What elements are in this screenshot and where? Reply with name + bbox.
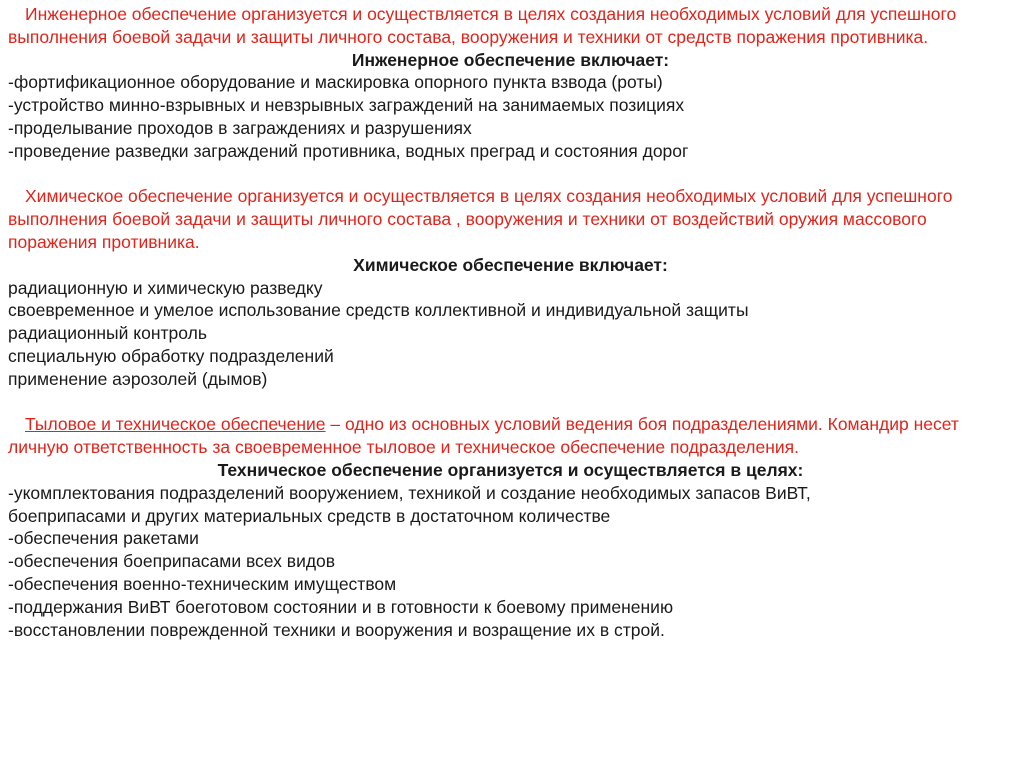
list-item: своевременное и умелое использование средств коллективной и индивидуальной защиты — [8, 300, 749, 321]
chemical-heading: Химическое обеспечение включает: — [353, 254, 668, 275]
chemical-list — [8, 277, 1013, 391]
list-item: -обеспечения боеприпасами всех видов — [8, 551, 336, 572]
engineering-list — [8, 71, 1013, 162]
list-item: применение аэрозолей (дымов) — [8, 368, 268, 389]
slide-content — [8, 3, 1013, 641]
logistics-heading: Техническое обеспечение организуется и осуществляется в целях: — [217, 459, 804, 480]
list-item: -поддержания ВиВТ боеготовом состоянии и в готовности к боевому применению — [8, 596, 674, 617]
list-item: -фортификационное оборудование и маскировка опорного пункта взвода (роты) — [8, 72, 663, 93]
logistics-term: Тыловое и техническое обеспечение — [25, 414, 326, 435]
list-item: специальную обработку подразделений — [8, 345, 334, 366]
section-gap — [8, 391, 1013, 414]
list-item: боеприпасами и других материальных средств в достаточном количестве — [8, 505, 611, 526]
list-item: -обеспечения военно-техническим имуществом — [8, 573, 397, 594]
list-item: -обеспечения ракетами — [8, 528, 199, 549]
logistics-list — [8, 482, 1013, 642]
chemical-intro: Химическое обеспечение организуется и осуществляется в целях создания необходимых условий для успешного выполнения боевой задачи и защиты личного состава , вооружения и техники от воздействий оружия массового поражения противника. — [8, 186, 953, 252]
list-item: -устройство минно-взрывных и невзрывных заграждений на занимаемых позициях — [8, 95, 685, 116]
list-item: -проделывание проходов в заграждениях и разрушениях — [8, 117, 472, 138]
list-item: -проведение разведки заграждений противника, водных преград и состояния дорог — [8, 140, 689, 161]
list-item: радиационную и химическую разведку — [8, 277, 323, 298]
section-gap — [8, 163, 1013, 186]
engineering-intro: Инженерное обеспечение организуется и осуществляется в целях создания необходимых условий для успешного выполнения боевой задачи и защиты личного состава, вооружения и техники от средств поражения противника. — [8, 4, 957, 47]
list-item: радиационный контроль — [8, 323, 207, 344]
list-item: -восстановлении поврежденной техники и вооружения и возращение их в строй. — [8, 619, 665, 640]
list-item: -укомплектования подразделений вооружением, техникой и создание необходимых запасов ВиВТ, — [8, 482, 811, 503]
logistics-intro: Тыловое и техническое обеспечение – одно из основных условий ведения боя подразделениями. Командир несет личную ответственность за своевременное тыловое и техническое обеспечение подразделения. — [8, 414, 959, 458]
engineering-heading: Инженерное обеспечение включает: — [351, 49, 670, 70]
